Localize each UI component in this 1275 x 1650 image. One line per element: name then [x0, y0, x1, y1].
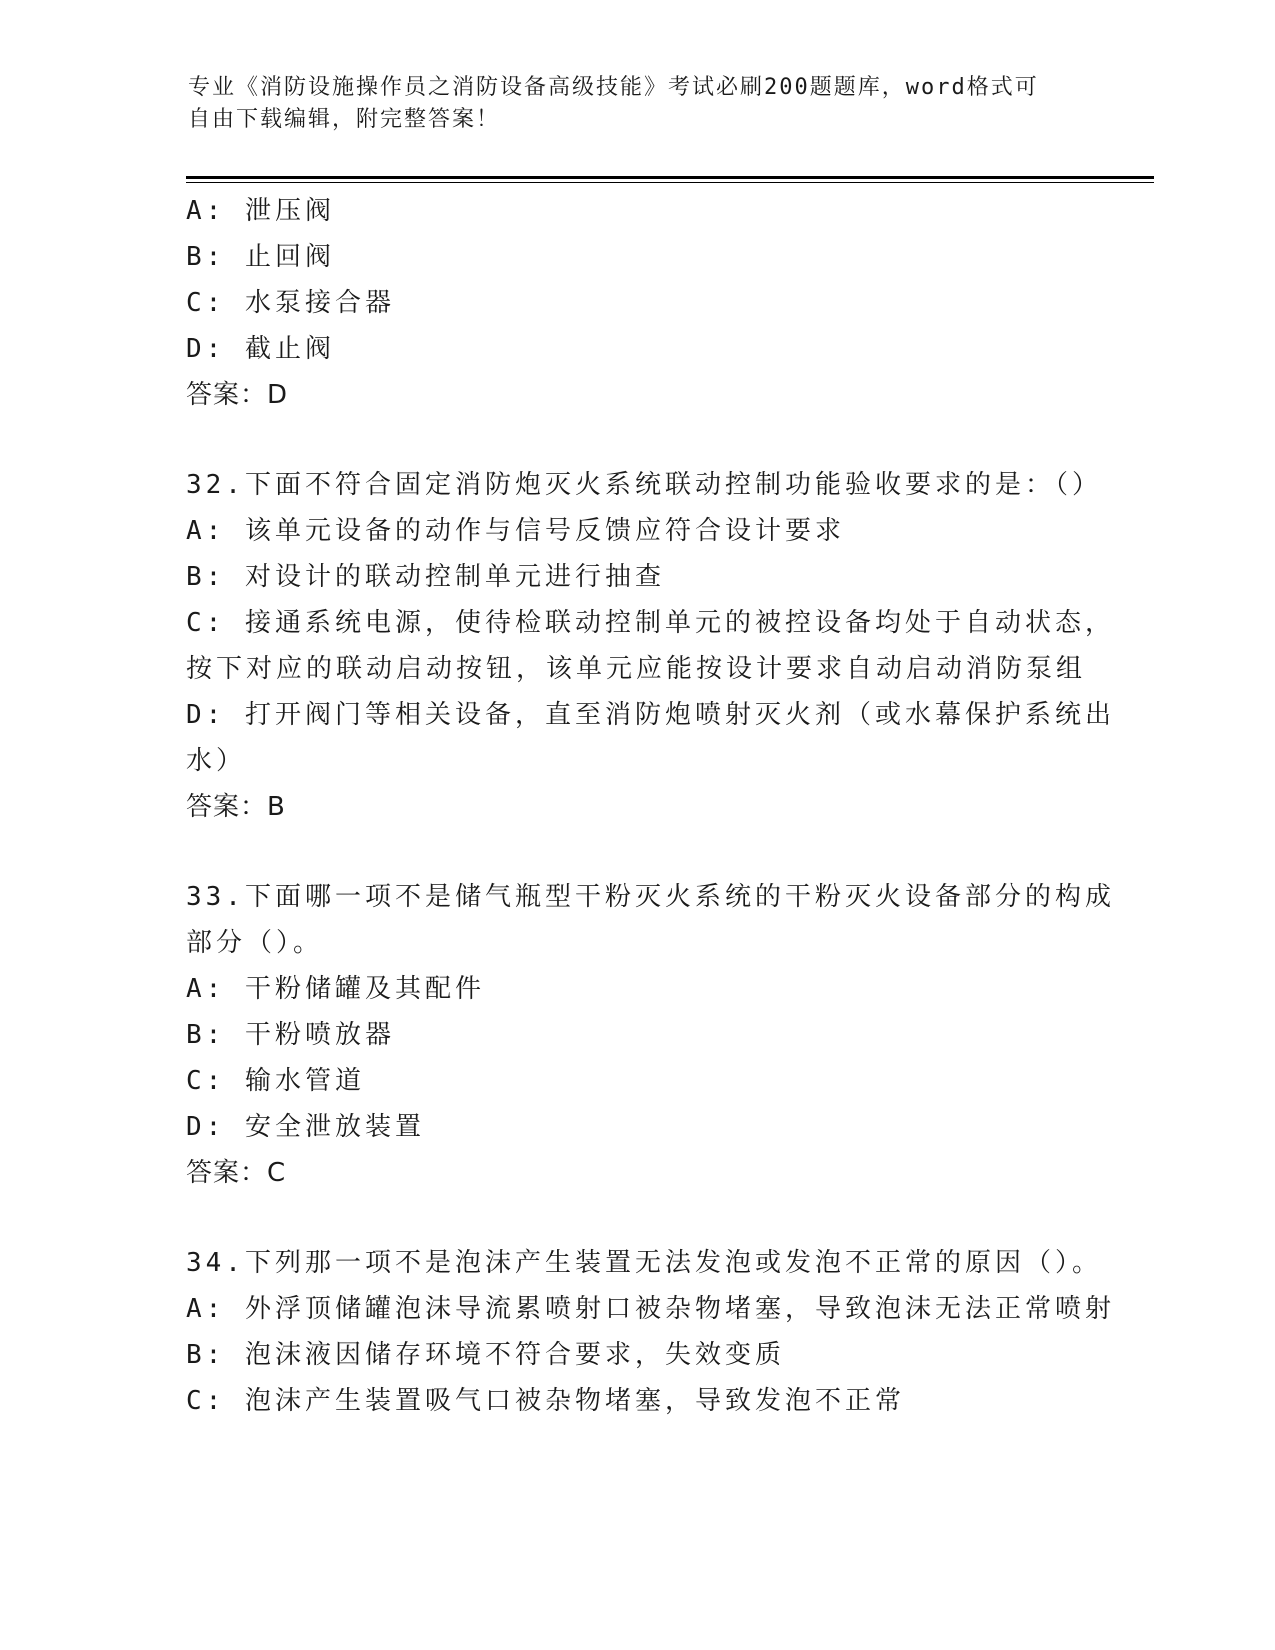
- option-a: A: 该单元设备的动作与信号反馈应符合设计要求: [186, 516, 845, 546]
- option-a: A: 泄压阀: [186, 196, 335, 226]
- option-b: B: 止回阀: [186, 242, 335, 272]
- question-34: [186, 1240, 1115, 1424]
- option-c-continued: 按下对应的联动启动按钮，该单元应能按设计要求自动启动消防泵组: [186, 654, 1087, 684]
- header-divider-thin: [186, 182, 1154, 183]
- option-d: D: 截止阀: [186, 334, 335, 364]
- answer-line: 答案：D: [186, 380, 289, 410]
- header-divider-thick: [186, 176, 1154, 179]
- option-c: C: 接通系统电源，使待检联动控制单元的被控设备均处于自动状态，: [186, 608, 1115, 638]
- answer-line: 答案：C: [186, 1158, 287, 1188]
- option-b: B: 干粉喷放器: [186, 1020, 395, 1050]
- question-31-tail: [186, 188, 1066, 418]
- header-line-1: 专业《消防设施操作员之消防设备高级技能》考试必刷200题题库，word格式可: [188, 75, 1039, 100]
- spacer: [186, 1196, 1066, 1240]
- spacer: [186, 418, 1066, 462]
- option-b: B: 对设计的联动控制单元进行抽查: [186, 562, 665, 592]
- question-list: [186, 188, 1115, 1424]
- option-d-continued: 水）: [186, 746, 247, 776]
- question-stem: 33.下面哪一项不是储气瓶型干粉灭火系统的干粉灭火设备部分的构成: [186, 882, 1115, 912]
- question-stem-continued: 部分（）。: [186, 928, 324, 958]
- option-a: A: 外浮顶储罐泡沫导流累喷射口被杂物堵塞，导致泡沫无法正常喷射: [186, 1294, 1115, 1324]
- option-b: B: 泡沫液因储存环境不符合要求，失效变质: [186, 1340, 785, 1370]
- question-stem: 32.下面不符合固定消防炮灭火系统联动控制功能验收要求的是：（）: [186, 470, 1102, 500]
- document-header: [188, 72, 1068, 136]
- option-a: A: 干粉储罐及其配件: [186, 974, 485, 1004]
- question-32: [186, 462, 1115, 830]
- option-c: C: 水泵接合器: [186, 288, 395, 318]
- option-d: D: 打开阀门等相关设备，直至消防炮喷射灭火剂（或水幕保护系统出: [186, 700, 1115, 730]
- spacer: [186, 830, 1066, 874]
- question-stem: 34.下列那一项不是泡沫产生装置无法发泡或发泡不正常的原因（）。: [186, 1248, 1102, 1278]
- option-c: C: 输水管道: [186, 1066, 365, 1096]
- option-c: C: 泡沫产生装置吸气口被杂物堵塞，导致发泡不正常: [186, 1386, 905, 1416]
- option-d: D: 安全泄放装置: [186, 1112, 425, 1142]
- header-line-2: 自由下载编辑，附完整答案！: [188, 107, 501, 132]
- question-33: [186, 874, 1115, 1196]
- answer-line: 答案：B: [186, 792, 286, 822]
